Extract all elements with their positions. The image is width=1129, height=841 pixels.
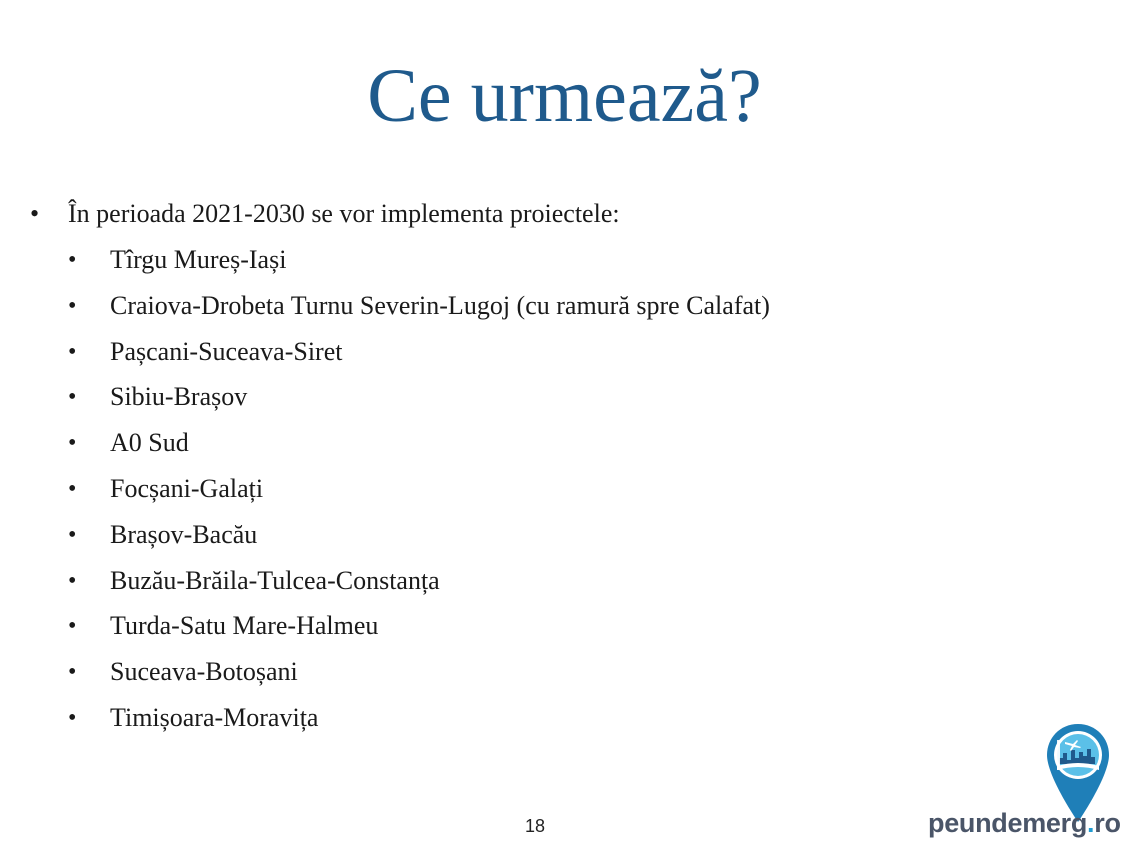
brand-logo xyxy=(928,722,1121,838)
project-list xyxy=(0,244,1129,748)
sub-bullet-marker: • xyxy=(68,659,77,686)
main-bullet-text: În perioada 2021-2030 se vor implementa proiectele: xyxy=(68,199,620,228)
list-item xyxy=(0,381,1129,427)
list-item-text: Sibiu-Brașov xyxy=(110,382,248,412)
list-item xyxy=(0,336,1129,382)
list-item-text: Suceava-Botoșani xyxy=(110,657,298,687)
slide-title: Ce urmează? xyxy=(367,54,762,138)
page-number: 18 xyxy=(524,816,546,836)
list-item xyxy=(0,290,1129,336)
sub-bullet-marker: • xyxy=(68,613,77,640)
sub-bullet-marker: • xyxy=(68,338,77,365)
list-item-text: Timișoara-Moravița xyxy=(110,702,319,732)
sub-bullet-marker: • xyxy=(68,475,77,502)
sub-bullet-marker: • xyxy=(68,430,77,457)
logo-name: peundemerg xyxy=(928,808,1088,838)
list-item xyxy=(0,565,1129,611)
list-item-text: A0 Sud xyxy=(110,428,189,458)
sub-bullet-marker: • xyxy=(68,567,77,594)
list-item-text: Tîrgu Mureș-Iași xyxy=(110,245,287,274)
list-item-text: Focșani-Galați xyxy=(110,473,264,503)
list-item-text: Buzău-Brăila-Tulcea-Constanța xyxy=(110,565,440,595)
sub-bullet-marker: • xyxy=(68,704,77,731)
logo-wordmark xyxy=(928,808,1121,838)
logo-tld: ro xyxy=(1094,808,1121,838)
main-bullet-marker: • xyxy=(30,199,40,228)
list-item xyxy=(0,473,1129,519)
list-item xyxy=(0,244,1129,290)
list-item xyxy=(0,427,1129,473)
list-item-text: Pașcani-Suceava-Siret xyxy=(110,336,343,366)
logo-dot: . xyxy=(1087,808,1095,838)
list-item-text: Craiova-Drobeta Turnu Severin-Lugoj (cu ramură spre Calafat) xyxy=(110,290,770,320)
list-item-text: Turda-Satu Mare-Halmeu xyxy=(110,611,379,641)
list-item-text: Brașov-Bacău xyxy=(110,519,258,549)
sub-bullet-marker: • xyxy=(68,292,77,319)
sub-bullet-marker: • xyxy=(68,384,77,411)
sub-bullet-marker: • xyxy=(68,521,77,548)
sub-bullet-marker: • xyxy=(68,247,77,273)
list-item xyxy=(0,519,1129,565)
list-item xyxy=(0,656,1129,702)
list-item xyxy=(0,610,1129,656)
